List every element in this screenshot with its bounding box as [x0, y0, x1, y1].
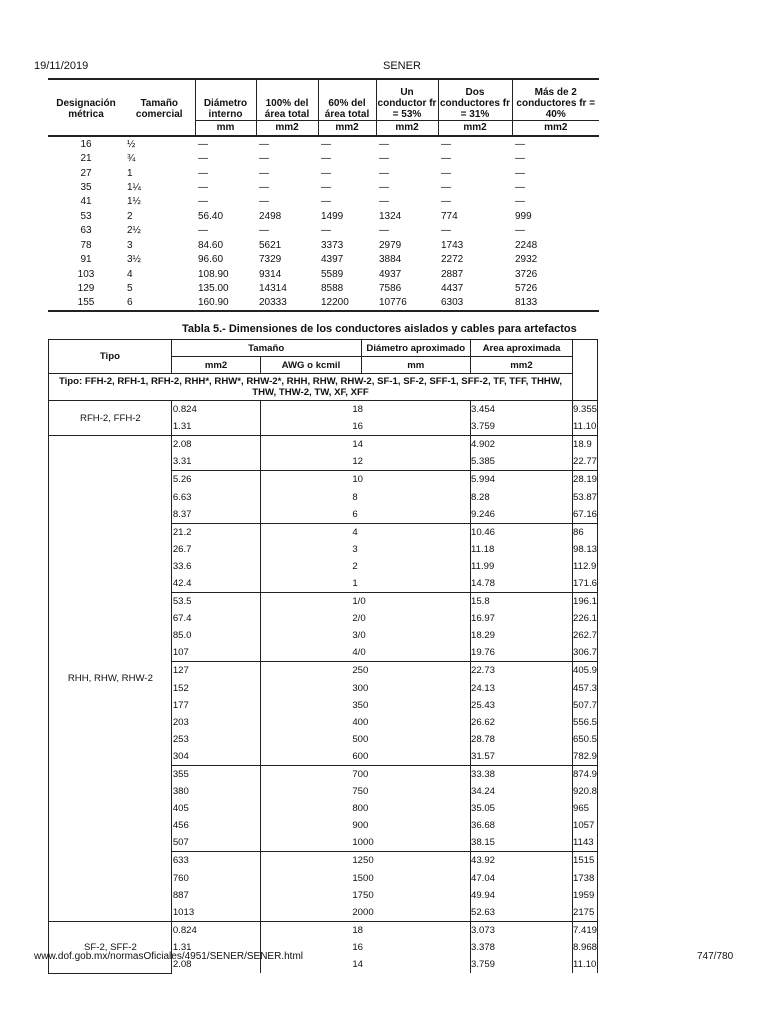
table-cell: 4.902 — [471, 436, 573, 454]
table-cell: 887 — [171, 887, 261, 904]
col-header-tipo: Tipo — [49, 340, 172, 374]
table-cell: 49.94 — [471, 887, 573, 904]
table-cell: 2.08 — [171, 436, 261, 454]
table-cell: 2979 — [379, 239, 402, 251]
table-cell: 1.31 — [171, 418, 261, 436]
table-cell: 18 — [261, 401, 471, 419]
table-cell: 12200 — [318, 296, 376, 311]
table-cell: 10 — [261, 471, 471, 489]
table-cell: — — [515, 181, 525, 193]
table-cell: 42.4 — [171, 575, 261, 593]
table-cell: 3/0 — [261, 627, 471, 644]
table-cell: 9.246 — [471, 506, 573, 524]
table-cell: 160.90 — [195, 296, 256, 311]
table-cell: — — [379, 181, 389, 193]
table-cell: 507 — [171, 834, 261, 852]
table-cell: 28.19 — [572, 471, 597, 489]
table-cell: 33.6 — [171, 558, 261, 575]
table-cell: 507.7 — [572, 697, 597, 714]
table-cell: 2/0 — [261, 610, 471, 627]
table-cell: 2000 — [261, 904, 471, 922]
table-cell: 78 — [80, 239, 92, 251]
table-cell: 18.9 — [572, 436, 597, 454]
table-cell: 457.3 — [572, 680, 597, 697]
table-cell: 7.419 — [572, 921, 597, 939]
table-cell: 28.78 — [471, 731, 573, 748]
table-cell: — — [441, 153, 451, 165]
table-cell: 1 — [261, 575, 471, 593]
table-cell: 8.37 — [171, 506, 261, 524]
table-cell: — — [259, 196, 269, 208]
table-cell: 355 — [171, 765, 261, 783]
table-cell: 4 — [261, 523, 471, 541]
conductor-dimensions-table — [48, 339, 598, 974]
table-cell: 1013 — [171, 904, 261, 922]
table-cell: 5589 — [321, 268, 344, 280]
table-cell: 53.5 — [171, 593, 261, 611]
table-cell: 556.5 — [572, 714, 597, 731]
table-cell: 67.16 — [572, 506, 597, 524]
table-cell: 112.9 — [572, 558, 597, 575]
table-cell: 0.824 — [171, 921, 261, 939]
table-cell: 16 — [261, 418, 471, 436]
table-cell: 35.05 — [471, 800, 573, 817]
table-cell: 63 — [80, 225, 92, 237]
table-cell: 98.13 — [572, 541, 597, 558]
col-header-area100: 100% del área total — [256, 79, 318, 120]
table-cell: 103 — [77, 268, 95, 280]
table-row — [48, 151, 599, 165]
table-cell: 5621 — [259, 239, 282, 251]
table-cell: 2½ — [127, 225, 141, 237]
table-cell: 3.759 — [471, 956, 573, 973]
table-cell: 129 — [77, 283, 95, 295]
table-cell: — — [515, 225, 525, 237]
table-cell: — — [198, 138, 208, 150]
table-cell: 3726 — [515, 268, 538, 280]
table-cell: 650.5 — [572, 731, 597, 748]
table-cell: 1057 — [572, 817, 597, 834]
table-cell: 1 — [127, 167, 133, 179]
table-cell: 2932 — [515, 254, 538, 266]
table-cell: 1324 — [379, 210, 402, 222]
table-cell: 41 — [80, 196, 92, 208]
table-cell: 3.31 — [171, 453, 261, 471]
unit-label: mm2 — [471, 357, 573, 374]
table-cell: 1500 — [261, 870, 471, 887]
table-cell: — — [441, 181, 451, 193]
conduit-dimensions-table — [48, 78, 599, 312]
table-cell: 6 — [261, 506, 471, 524]
table-cell: 5726 — [515, 283, 538, 295]
col-header-un-conductor: Un conductor fr = 53% — [376, 79, 438, 120]
table-cell: 4 — [127, 268, 133, 280]
table-cell: 750 — [261, 783, 471, 800]
table-cell: 9314 — [259, 268, 282, 280]
table-cell: 27 — [80, 167, 92, 179]
table-cell: 2 — [127, 210, 133, 222]
table-cell: 36.68 — [471, 817, 573, 834]
table-cell: 34.24 — [471, 783, 573, 800]
table-cell: — — [321, 181, 331, 193]
table-cell: — — [321, 153, 331, 165]
table-cell: 6 — [124, 296, 195, 311]
table-body — [49, 401, 598, 974]
table-cell: 3 — [127, 239, 133, 251]
table-cell: 1.31 — [171, 939, 261, 956]
table-cell: 4937 — [379, 268, 402, 280]
unit-label: mm2 — [512, 120, 599, 136]
unit-label: mm2 — [256, 120, 318, 136]
table-cell: 10776 — [376, 296, 438, 311]
table-cell: — — [515, 138, 525, 150]
table-cell: 1959 — [572, 887, 597, 904]
table-cell: — — [198, 196, 208, 208]
table-cell: 6.63 — [171, 488, 261, 505]
table-cell: 52.63 — [471, 904, 573, 922]
table-cell: ½ — [127, 138, 136, 150]
table-cell: 155 — [48, 296, 124, 311]
table-cell: — — [259, 167, 269, 179]
table-cell: 53.87 — [572, 488, 597, 505]
table-cell: 107 — [171, 644, 261, 662]
table-cell: 782.9 — [572, 748, 597, 766]
col-header-area60: 60% del área total — [318, 79, 376, 120]
table-cell: 920.8 — [572, 783, 597, 800]
table-cell: 20333 — [256, 296, 318, 311]
table-cell: 22.73 — [471, 662, 573, 680]
unit-label: AWG o kcmil — [261, 357, 361, 374]
col-header-tamano: Tamaño — [171, 340, 361, 357]
table-cell: 2 — [261, 558, 471, 575]
table-cell: 85.0 — [171, 627, 261, 644]
table-cell: — — [259, 138, 269, 150]
table-cell: 18.29 — [471, 627, 573, 644]
table-cell: 633 — [171, 852, 261, 870]
table-cell: — — [259, 153, 269, 165]
table-body — [48, 136, 599, 311]
table-cell: 33.38 — [471, 765, 573, 783]
table-cell: 203 — [171, 714, 261, 731]
table-cell: ¾ — [127, 153, 136, 165]
table-cell: 21 — [80, 153, 92, 165]
table-cell: 24.13 — [471, 680, 573, 697]
table-cell: 6303 — [438, 296, 512, 311]
table-cell: 250 — [261, 662, 471, 680]
table-cell: — — [198, 181, 208, 193]
table-cell: 18 — [261, 921, 471, 939]
table-cell: 86 — [572, 523, 597, 541]
table-cell: 1/0 — [261, 593, 471, 611]
table-cell: 3½ — [127, 254, 141, 266]
table-cell: 760 — [171, 870, 261, 887]
table-cell: 3.378 — [471, 939, 573, 956]
col-header-area: Area aproximada — [471, 340, 573, 357]
table-cell: 31.57 — [471, 748, 573, 766]
table-cell: 15.8 — [471, 593, 573, 611]
table-cell: 11.18 — [471, 541, 573, 558]
table-cell: — — [441, 138, 451, 150]
table-cell: 22.77 — [572, 453, 597, 471]
table-cell: 1¼ — [127, 181, 141, 193]
table-cell: 14 — [261, 956, 471, 973]
table-cell: 5.26 — [171, 471, 261, 489]
table-cell: 26.62 — [471, 714, 573, 731]
table-cell: 196.1 — [572, 593, 597, 611]
table-cell: 2498 — [259, 210, 282, 222]
table-cell: 135.00 — [198, 283, 229, 295]
table-cell: 16 — [261, 939, 471, 956]
col-header-dos-conductores: Dos conductores fr = 31% — [438, 79, 512, 120]
table-cell: 91 — [80, 254, 92, 266]
table-row — [48, 180, 599, 194]
table-cell: 3 — [261, 541, 471, 558]
table-title: Tabla 5.- Dimensiones de los conductores aislados y cables para artefactos — [182, 323, 577, 335]
table-cell: 1½ — [127, 196, 141, 208]
table-cell: 4437 — [441, 283, 464, 295]
table-cell: 400 — [261, 714, 471, 731]
table-cell: 874.9 — [572, 765, 597, 783]
table-row — [48, 209, 599, 223]
col-header-tamano: Tamaño comercial — [124, 79, 195, 120]
table-cell: 1143 — [572, 834, 597, 852]
table-cell: 26.7 — [171, 541, 261, 558]
table-cell: — — [321, 138, 331, 150]
table-cell: 405 — [171, 800, 261, 817]
table-cell: 600 — [261, 748, 471, 766]
table-cell: 7586 — [379, 283, 402, 295]
table-cell: 108.90 — [198, 268, 229, 280]
unit-label: mm2 — [318, 120, 376, 136]
table-cell: 3.759 — [471, 418, 573, 436]
table-cell: 43.92 — [471, 852, 573, 870]
table-cell: 127 — [171, 662, 261, 680]
table-cell: 56.40 — [198, 210, 224, 222]
table-cell: — — [321, 196, 331, 208]
table-cell: 10.46 — [471, 523, 573, 541]
table-cell: 304 — [171, 748, 261, 766]
table-cell: 1738 — [572, 870, 597, 887]
table-row — [49, 921, 598, 939]
table-cell: 12 — [261, 453, 471, 471]
table-cell: 456 — [171, 817, 261, 834]
conductor-type-label: RFH-2, FFH-2 — [49, 401, 172, 436]
table-row — [48, 238, 599, 252]
table-cell: 900 — [261, 817, 471, 834]
table-cell: 8.28 — [471, 488, 573, 505]
table-cell: 1000 — [261, 834, 471, 852]
table-cell: 2887 — [441, 268, 464, 280]
table-cell: — — [321, 225, 331, 237]
table-cell: 700 — [261, 765, 471, 783]
table-cell: 35 — [80, 181, 92, 193]
table-cell: 11.99 — [471, 558, 573, 575]
table-cell: 96.60 — [198, 254, 224, 266]
col-header-mas-de-2: Más de 2 conductores fr = 40% — [512, 79, 599, 120]
header-date: 19/11/2019 — [34, 60, 89, 72]
table-cell: 800 — [261, 800, 471, 817]
table-cell: — — [515, 153, 525, 165]
table-cell: 5.385 — [471, 453, 573, 471]
table-cell: 380 — [171, 783, 261, 800]
table-cell: 1515 — [572, 852, 597, 870]
footer-url: www.dof.gob.mx/normasOficiales/4951/SENER/SENER.html — [34, 951, 303, 962]
conductor-type-label: SF-2, SFF-2 — [49, 921, 172, 973]
table-row — [48, 224, 599, 238]
table-row — [48, 252, 599, 266]
table-row — [48, 281, 599, 295]
table-cell: 14 — [261, 436, 471, 454]
table-cell: 226.1 — [572, 610, 597, 627]
table-row — [48, 136, 599, 151]
table-cell: — — [441, 225, 451, 237]
table-cell: 8588 — [321, 283, 344, 295]
table-cell: 21.2 — [171, 523, 261, 541]
table-cell: 16.97 — [471, 610, 573, 627]
table-cell: — — [379, 138, 389, 150]
table-cell: 3884 — [379, 254, 402, 266]
table-cell: 8 — [261, 488, 471, 505]
table-cell: — — [515, 196, 525, 208]
table-cell: 500 — [261, 731, 471, 748]
table-cell: 965 — [572, 800, 597, 817]
table-cell: 4/0 — [261, 644, 471, 662]
table-cell: — — [379, 225, 389, 237]
table-cell: 350 — [261, 697, 471, 714]
col-header-diametro: Diámetro interno — [195, 79, 256, 120]
table-cell: 14314 — [259, 283, 287, 295]
table-cell: 3373 — [321, 239, 344, 251]
table-row — [49, 401, 598, 419]
table-cell: 2248 — [515, 239, 538, 251]
unit-label: mm — [361, 357, 471, 374]
table-cell: — — [441, 167, 451, 179]
col-header-designacion: Designación métrica — [48, 79, 124, 120]
table-cell: 16 — [80, 138, 92, 150]
table-cell: — — [379, 167, 389, 179]
unit-label: mm — [195, 120, 256, 136]
page-number: 747/780 — [697, 951, 734, 962]
table-cell: — — [198, 167, 208, 179]
unit-label: mm2 — [171, 357, 261, 374]
table-cell: 8133 — [512, 296, 599, 311]
table-cell: 53 — [80, 210, 92, 222]
table-cell: 0.824 — [171, 401, 261, 419]
table-cell: 11.10 — [572, 956, 597, 973]
table-cell: 177 — [171, 697, 261, 714]
table-cell: 300 — [261, 680, 471, 697]
table-cell: 1743 — [441, 239, 464, 251]
table-cell: 9.355 — [572, 401, 597, 419]
table-cell: 2.08 — [171, 956, 261, 973]
table-cell: 2272 — [441, 254, 464, 266]
table-cell: 2175 — [572, 904, 597, 922]
table-cell: — — [198, 225, 208, 237]
table-cell: — — [379, 196, 389, 208]
table-cell: 47.04 — [471, 870, 573, 887]
table-cell: — — [441, 196, 451, 208]
table-row — [48, 166, 599, 180]
table-row — [48, 195, 599, 209]
table-cell: 1499 — [321, 210, 344, 222]
table-cell: — — [259, 181, 269, 193]
table-cell: 19.76 — [471, 644, 573, 662]
table-cell: — — [321, 167, 331, 179]
header-agency: SENER — [383, 60, 421, 72]
table-cell: 67.4 — [171, 610, 261, 627]
table-row — [48, 267, 599, 281]
table-cell: 5 — [127, 283, 133, 295]
table-cell: 5.994 — [471, 471, 573, 489]
table-cell: 1750 — [261, 887, 471, 904]
conductor-type-label: RHH, RHW, RHW-2 — [49, 436, 172, 922]
table-row — [48, 296, 599, 311]
table-cell: 774 — [441, 210, 458, 222]
table-cell: 171.6 — [572, 575, 597, 593]
table-cell: — — [379, 153, 389, 165]
table-cell: — — [259, 225, 269, 237]
table-cell: 38.15 — [471, 834, 573, 852]
table-cell: 306.7 — [572, 644, 597, 662]
table-cell: 1250 — [261, 852, 471, 870]
table-cell: — — [515, 167, 525, 179]
table-cell: — — [198, 153, 208, 165]
table-cell: 84.60 — [198, 239, 224, 251]
table-cell: 14.78 — [471, 575, 573, 593]
table-cell: 262.7 — [572, 627, 597, 644]
unit-label: mm2 — [376, 120, 438, 136]
table-cell: 3.073 — [471, 921, 573, 939]
table-cell: 8.968 — [572, 939, 597, 956]
table-cell: 7329 — [259, 254, 282, 266]
table-cell: 25.43 — [471, 697, 573, 714]
table-cell: 4397 — [321, 254, 344, 266]
table-row — [49, 436, 598, 454]
table-cell: 253 — [171, 731, 261, 748]
table-cell: 152 — [171, 680, 261, 697]
col-header-diametro: Diámetro aproximado — [361, 340, 471, 357]
table-cell: 3.454 — [471, 401, 573, 419]
table-cell: 11.10 — [572, 418, 597, 436]
unit-label: mm2 — [438, 120, 512, 136]
tipo-list: Tipo: FFH-2, RFH-1, RFH-2, RHH*, RHW*, RHW-2*, RHH, RHW, RHW-2, SF-1, SF-2, SFF-1, SFF-2, TF, TFF, THHW, THW, THW-2, TW, XF, XFF — [49, 374, 573, 401]
table-cell: 405.9 — [572, 662, 597, 680]
table-cell: 999 — [515, 210, 532, 222]
